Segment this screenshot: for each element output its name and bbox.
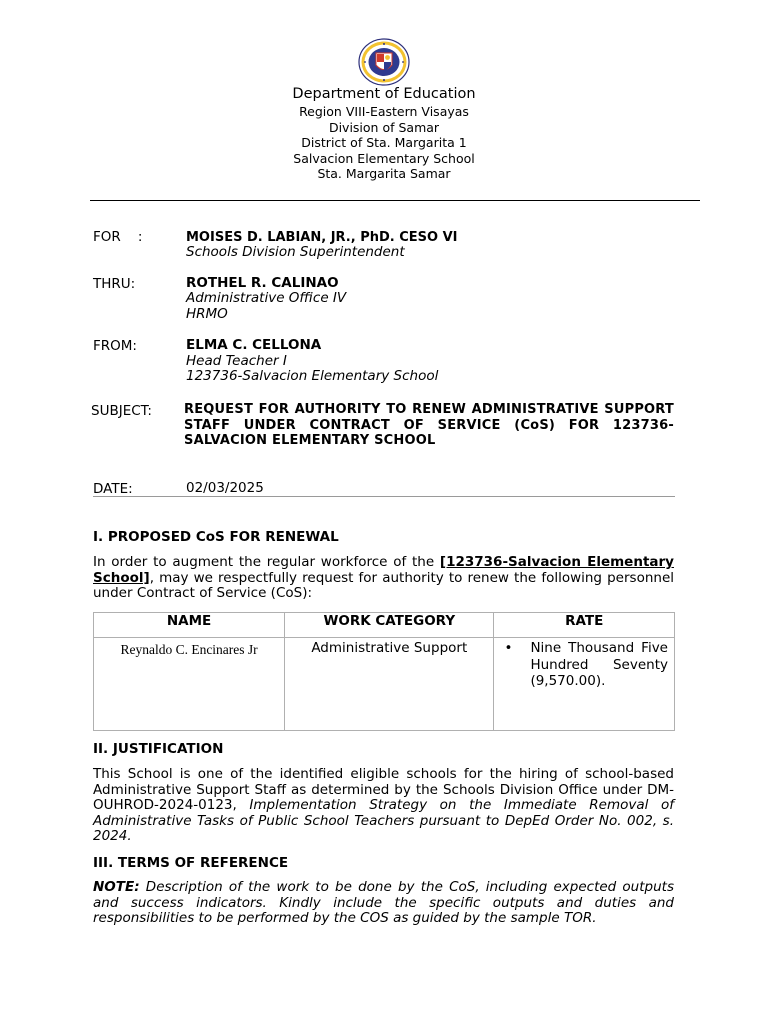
cell-work-category: Administrative Support <box>285 638 494 731</box>
thru-label: THRU: <box>93 276 136 292</box>
thru-name: ROTHEL R. CALINAO <box>186 275 339 291</box>
thru-title: Administrative Office IV <box>186 290 347 306</box>
cell-name: Reynaldo C. Encinares Jr <box>94 638 285 731</box>
date-divider <box>93 496 675 497</box>
header-school: Salvacion Elementary School <box>293 150 475 166</box>
table-header-row <box>94 613 675 638</box>
rate-list-item <box>500 640 668 690</box>
justification-text <box>93 767 674 845</box>
bullet-icon: • <box>504 640 513 656</box>
header-region: Region VIII-Eastern Visayas <box>299 104 469 119</box>
justification-reference: Implementation Strategy on the Immediate Removal of Administrative Tasks of Public School Teachers pursuant to DepEd Order No. 002, s. 2024. <box>93 797 674 845</box>
intro-text-after: , may we respectfully request for authority to renew the following personnel under Contract of Service (CoS): <box>93 569 674 602</box>
subject-text: REQUEST FOR AUTHORITY TO RENEW ADMINISTRATIVE SUPPORT STAFF UNDER CONTRACT OF SERVICE (CoS) FOR 123736- SALVACION ELEMENTARY SCHOOL <box>184 402 674 449</box>
rate-text: Nine Thousand Five Hundred Seventy (9,570.00). <box>530 640 668 689</box>
header-district: District of Sta. Margarita 1 <box>301 135 467 150</box>
header-address: Sta. Margarita Samar <box>317 166 451 181</box>
section-1-intro <box>93 555 674 602</box>
intro-text-before: In order to augment the regular workforce of the <box>93 554 440 570</box>
for-name: MOISES D. LABIAN, JR., PhD. CESO VI <box>186 230 458 245</box>
thru-title-hrmo: HRMO <box>186 306 228 322</box>
note-label: NOTE: <box>93 879 140 895</box>
header-division: Division of Samar <box>328 119 440 135</box>
header-department: Department of Education <box>292 86 476 102</box>
table-row <box>94 638 675 731</box>
section-3-heading: III. TERMS OF REFERENCE <box>93 855 289 871</box>
for-title: Schools Division Superintendent <box>186 244 405 260</box>
section-2-heading: II. JUSTIFICATION <box>93 741 224 757</box>
note-text: Description of the work to be done by the CoS, including expected outputs and success indicators. Kindly include the specific outputs and duties and responsibilities to be performed by the COS as guided by the sample TOR. <box>93 879 674 927</box>
justification-plain: This School is one of the identified eligible schools for the hiring of school-based Administrative Support Staff as determined by the Schools Division Office under DM-OUHROD-2024-0123, <box>93 766 674 814</box>
date-label: DATE: <box>93 481 133 497</box>
subject-label: SUBJECT: <box>91 403 152 419</box>
col-header-rate: RATE <box>494 613 675 638</box>
tor-note <box>93 880 674 927</box>
col-header-work-category: WORK CATEGORY <box>285 613 494 638</box>
from-label: FROM: <box>93 338 137 354</box>
cell-rate <box>494 638 675 731</box>
date-value: 02/03/2025 <box>186 480 264 496</box>
from-school: 123736-Salvacion Elementary School <box>186 368 439 384</box>
col-header-name: NAME <box>94 613 285 638</box>
deped-seal-logo <box>358 38 410 86</box>
from-name: ELMA C. CELLONA <box>186 337 322 353</box>
school-reference: [123736-Salvacion Elementary School] <box>93 554 674 586</box>
from-title: Head Teacher I <box>186 353 287 369</box>
header-divider <box>90 200 700 201</box>
section-1-heading: I. PROPOSED CoS FOR RENEWAL <box>93 529 339 545</box>
cos-table <box>93 612 675 731</box>
for-label: FOR : <box>93 229 143 245</box>
